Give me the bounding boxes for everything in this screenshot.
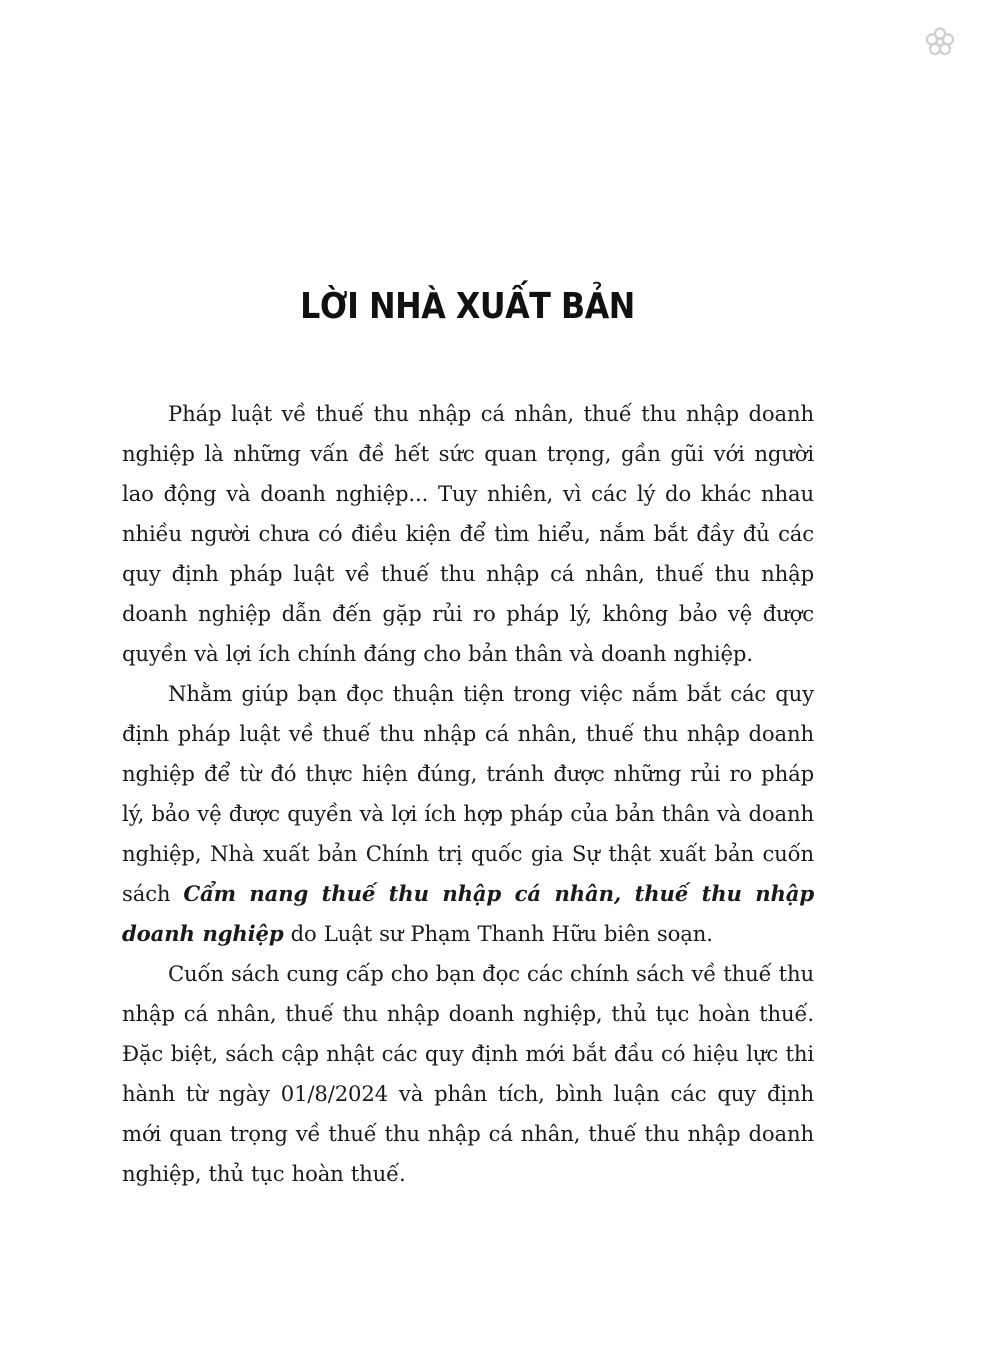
book-title: Cẩm nang thuế thu nhập cá nhân, thuế thu nhập doanh nghiệp: [122, 881, 814, 946]
foreword-body: [122, 394, 814, 1194]
paragraph-3: Cuốn sách cung cấp cho bạn đọc các chính sách về thuế thu nhập cá nhân, thuế thu nhập doanh nghiệp, thủ tục hoàn thuế. Đặc biệt, sách cập nhật các quy định mới bắt đầu có hiệu lực thi hành từ ngày 01/8/2024 và phân tích, bình luận các quy định mới quan trọng về thuế thu nhập cá nhân, thuế thu nhập doanh nghiệp, thủ tục hoàn thuế.: [122, 961, 814, 1186]
page-title: LỜI NHÀ XUẤT BẢN: [300, 286, 635, 327]
paragraph-2-text-after: do Luật sư Phạm Thanh Hữu biên soạn.: [283, 921, 713, 946]
paragraph-2: [122, 674, 814, 954]
paragraph-1: Pháp luật về thuế thu nhập cá nhân, thuế thu nhập doanh nghiệp là những vấn đề hết sức quan trọng, gần gũi với người lao động và doanh nghiệp... Tuy nhiên, vì các lý do khác nhau nhiều người chưa có điều kiện để tìm hiểu, nắm bắt đầy đủ các quy định pháp luật về thuế thu nhập cá nhân, thuế thu nhập doanh nghiệp dẫn đến gặp rủi ro pháp lý, không bảo vệ được quyền và lợi ích chính đáng cho bản thân và doanh nghiệp.: [122, 401, 814, 666]
flower-ornament-icon: [924, 26, 956, 58]
paragraph-2-text-before: Nhằm giúp bạn đọc thuận tiện trong việc nắm bắt các quy định pháp luật về thuế thu nhập cá nhân, thuế thu nhập doanh nghiệp để từ đó thực hiện đúng, tránh được những rủi ro pháp lý, bảo vệ được quyền và lợi ích hợp pháp của bản thân và doanh nghiệp, Nhà xuất bản Chính trị quốc gia Sự thật xuất bản cuốn sách: [122, 681, 814, 906]
